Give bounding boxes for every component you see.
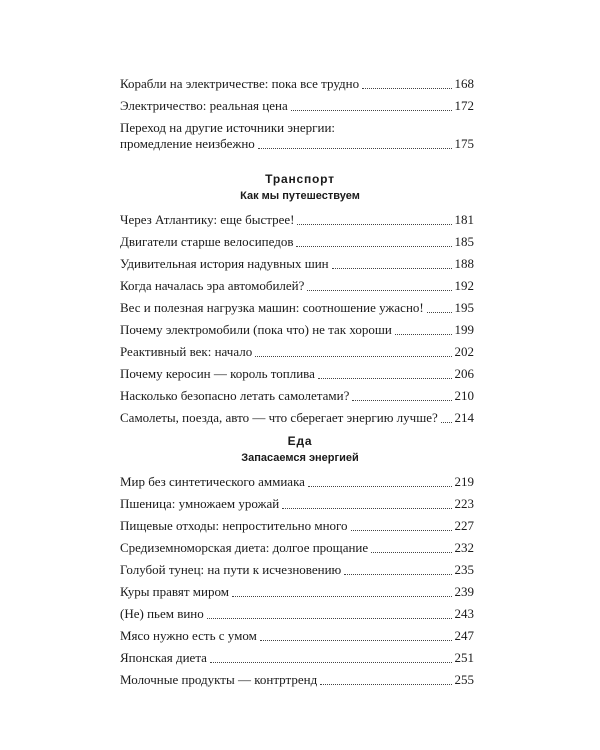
toc-entry[interactable]: [120, 98, 474, 114]
section-subtitle: Запасаемся энергией: [241, 452, 359, 464]
toc-section-top: [120, 76, 474, 158]
entry-title-line1: Переход на другие источники энергии:: [120, 120, 336, 135]
toc-entry[interactable]: [120, 606, 474, 622]
entry-page: 219: [454, 474, 474, 489]
dot-leader: [332, 268, 452, 269]
dot-leader: [260, 640, 452, 641]
entry-title: (Не) пьем вино: [120, 606, 204, 621]
entry-title: Мясо нужно есть с умом: [120, 628, 257, 643]
entry-page: 232: [454, 540, 474, 555]
entry-title: Насколько безопасно летать самолетами?: [120, 388, 350, 403]
entry-title: Мир без синтетического аммиака: [120, 474, 305, 489]
entry-page: 175: [454, 136, 474, 151]
dot-leader: [320, 684, 451, 685]
toc-entry[interactable]: [120, 344, 474, 360]
section-title: Транспорт: [265, 172, 335, 186]
toc-section-transport: [120, 212, 474, 432]
toc-entry[interactable]: [120, 256, 474, 272]
entry-page: 223: [454, 496, 474, 511]
toc-entry[interactable]: [120, 120, 474, 152]
toc-section-food: [120, 474, 474, 694]
entry-title: Японская диета: [120, 650, 207, 665]
toc-entry[interactable]: [120, 76, 474, 92]
entry-title: Реактивный век: начало: [120, 344, 253, 359]
entry-page: 192: [454, 278, 474, 293]
toc-entry[interactable]: [120, 540, 474, 556]
dot-leader: [441, 422, 452, 423]
toc-entry[interactable]: [120, 496, 474, 512]
toc-entry[interactable]: [120, 322, 474, 338]
toc-entry[interactable]: [120, 650, 474, 666]
entry-title: Почему электромобили (пока что) не так хороши: [120, 322, 392, 337]
entry-page: 172: [454, 98, 474, 113]
toc-entry[interactable]: [120, 584, 474, 600]
entry-page: 181: [454, 212, 474, 227]
section-heading-food: [0, 433, 600, 466]
entry-page: 199: [454, 322, 474, 337]
entry-page: 214: [454, 410, 474, 425]
entry-page: 195: [454, 300, 474, 315]
dot-leader: [351, 530, 452, 531]
entry-title: Самолеты, поезда, авто — что сберегает энергию лучше?: [120, 410, 438, 425]
dot-leader: [258, 148, 452, 149]
dot-leader: [210, 662, 452, 663]
dot-leader: [344, 574, 451, 575]
entry-page: 185: [454, 234, 474, 249]
entry-title: Почему керосин — король топлива: [120, 366, 315, 381]
entry-title: Когда началась эра автомобилей?: [120, 278, 305, 293]
entry-page: 243: [454, 606, 474, 621]
toc-entry[interactable]: [120, 234, 474, 250]
section-title: Еда: [287, 434, 313, 448]
dot-leader: [255, 356, 451, 357]
entry-page: 251: [454, 650, 474, 665]
section-subtitle: Как мы путешествуем: [240, 190, 360, 202]
entry-page: 235: [454, 562, 474, 577]
entry-title: Корабли на электричестве: пока все трудно: [120, 76, 360, 91]
entry-page: 239: [454, 584, 474, 599]
dot-leader: [308, 486, 452, 487]
toc-entry[interactable]: [120, 388, 474, 404]
entry-page: 168: [454, 76, 474, 91]
entry-page: 247: [454, 628, 474, 643]
entry-title: Двигатели старше велосипедов: [120, 234, 294, 249]
toc-entry[interactable]: [120, 410, 474, 426]
dot-leader: [296, 246, 451, 247]
toc-entry[interactable]: [120, 518, 474, 534]
entry-title: Электричество: реальная цена: [120, 98, 288, 113]
entry-title: Голубой тунец: на пути к исчезновению: [120, 562, 342, 577]
toc-entry[interactable]: [120, 278, 474, 294]
dot-leader: [362, 88, 451, 89]
entry-page: 206: [454, 366, 474, 381]
dot-leader: [207, 618, 452, 619]
dot-leader: [318, 378, 452, 379]
dot-leader: [427, 312, 452, 313]
toc-entry[interactable]: [120, 562, 474, 578]
toc-entry[interactable]: [120, 672, 474, 688]
entry-title: Пшеница: умножаем урожай: [120, 496, 280, 511]
entry-page: 202: [454, 344, 474, 359]
dot-leader: [282, 508, 451, 509]
entry-title: Удивительная история надувных шин: [120, 256, 329, 271]
toc-entry[interactable]: [120, 300, 474, 316]
toc-entry[interactable]: [120, 474, 474, 490]
entry-title: Молочные продукты — контртренд: [120, 672, 318, 687]
toc-entry[interactable]: [120, 212, 474, 228]
entry-title: Пищевые отходы: непростительно много: [120, 518, 348, 533]
entry-page: 255: [454, 672, 474, 687]
entry-title: Средиземноморская диета: долгое прощание: [120, 540, 369, 555]
dot-leader: [395, 334, 452, 335]
toc-entry[interactable]: [120, 366, 474, 382]
dot-leader: [297, 224, 451, 225]
entry-title: Куры правят миром: [120, 584, 229, 599]
entry-title: Через Атлантику: еще быстрее!: [120, 212, 295, 227]
entry-page: 210: [454, 388, 474, 403]
entry-title: Вес и полезная нагрузка машин: соотношение ужасно!: [120, 300, 424, 315]
entry-page: 188: [454, 256, 474, 271]
dot-leader: [371, 552, 451, 553]
dot-leader: [307, 290, 451, 291]
dot-leader: [352, 400, 451, 401]
entry-page: 227: [454, 518, 474, 533]
dot-leader: [232, 596, 452, 597]
section-heading-transport: [0, 171, 600, 204]
dot-leader: [291, 110, 452, 111]
entry-title-line2: промедление неизбежно: [120, 136, 255, 151]
toc-entry[interactable]: [120, 628, 474, 644]
